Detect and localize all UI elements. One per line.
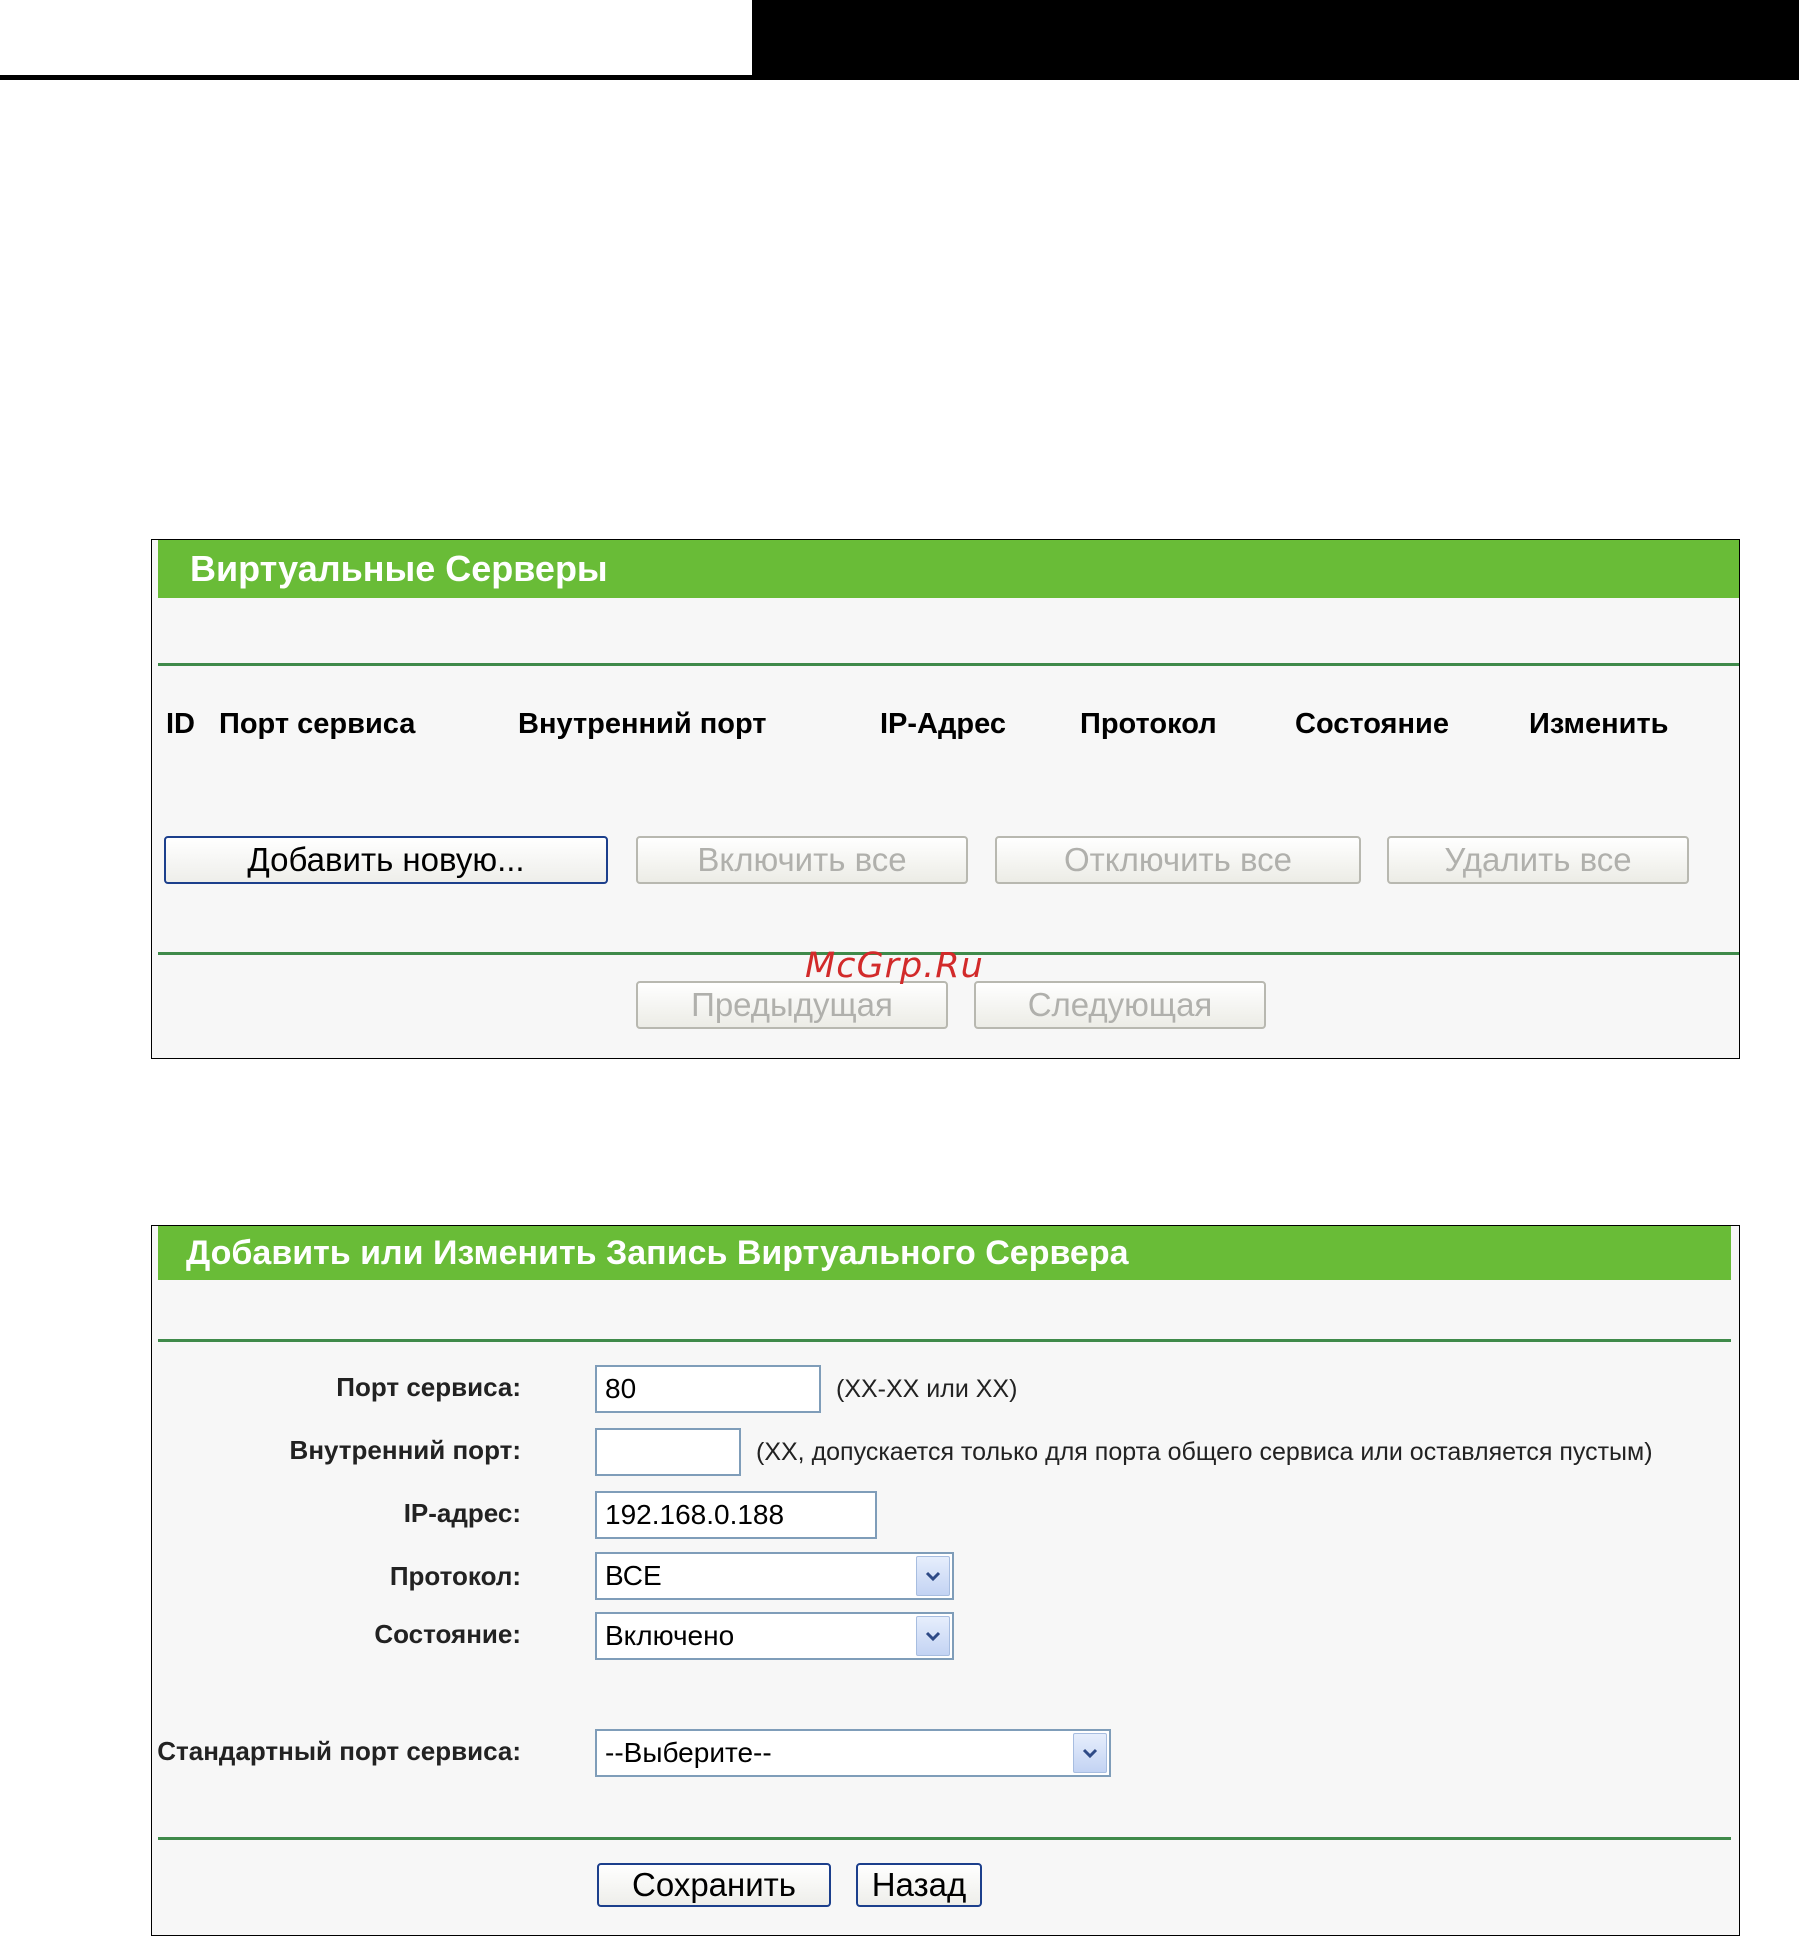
add-new-button[interactable]: Добавить новую... — [164, 836, 608, 884]
chevron-down-icon[interactable] — [916, 1556, 950, 1596]
column-header-ip-address: IP-Адрес — [880, 708, 1006, 740]
common-service-port-select[interactable] — [595, 1729, 1111, 1777]
service-port-input[interactable]: 80 — [595, 1365, 821, 1413]
top-divider-line — [0, 75, 1799, 80]
back-button[interactable]: Назад — [856, 1863, 982, 1907]
delete-all-button[interactable]: Удалить все — [1387, 836, 1689, 884]
common-service-port-label: Стандартный порт сервиса: — [157, 1736, 521, 1766]
enable-all-button[interactable]: Включить все — [636, 836, 968, 884]
status-select-value: Включено — [605, 1620, 735, 1651]
internal-port-label: Внутренний порт: — [289, 1435, 521, 1465]
divider — [158, 1837, 1731, 1840]
divider — [158, 663, 1739, 666]
protocol-label: Протокол: — [389, 1561, 521, 1591]
watermark-text: McGrp.Ru — [805, 946, 984, 986]
chevron-down-icon[interactable] — [916, 1616, 950, 1656]
service-port-label: Порт сервиса: — [336, 1372, 521, 1402]
column-header-service-port: Порт сервиса — [219, 708, 416, 740]
protocol-select[interactable] — [595, 1552, 954, 1600]
edit-virtual-server-panel — [151, 1225, 1740, 1936]
ip-address-label: IP-адрес: — [403, 1498, 521, 1528]
protocol-select-value: ВСЕ — [605, 1560, 662, 1591]
ip-address-input[interactable]: 192.168.0.188 — [595, 1491, 877, 1539]
previous-page-button[interactable]: Предыдущая — [636, 981, 948, 1029]
column-header-id: ID — [166, 708, 195, 740]
service-port-hint: (XX-XX или XX) — [836, 1375, 1018, 1403]
panel-title: Добавить или Изменить Запись Виртуального Сервера — [158, 1226, 1731, 1280]
divider — [158, 1339, 1731, 1342]
column-header-modify: Изменить — [1529, 708, 1669, 740]
internal-port-hint: (XX, допускается только для порта общего сервиса или оставляется пустым) — [756, 1438, 1653, 1466]
status-select[interactable] — [595, 1612, 954, 1660]
panel-title: Виртуальные Серверы — [158, 540, 1739, 598]
top-black-bar — [752, 0, 1799, 75]
column-header-internal-port: Внутренний порт — [518, 708, 767, 740]
common-service-port-select-value: --Выберите-- — [605, 1737, 772, 1768]
save-button[interactable]: Сохранить — [597, 1863, 831, 1907]
disable-all-button[interactable]: Отключить все — [995, 836, 1361, 884]
internal-port-input[interactable] — [595, 1428, 741, 1476]
next-page-button[interactable]: Следующая — [974, 981, 1266, 1029]
status-label: Состояние: — [374, 1619, 521, 1649]
column-header-status: Состояние — [1295, 708, 1449, 740]
chevron-down-icon[interactable] — [1073, 1733, 1107, 1773]
column-header-protocol: Протокол — [1080, 708, 1217, 740]
